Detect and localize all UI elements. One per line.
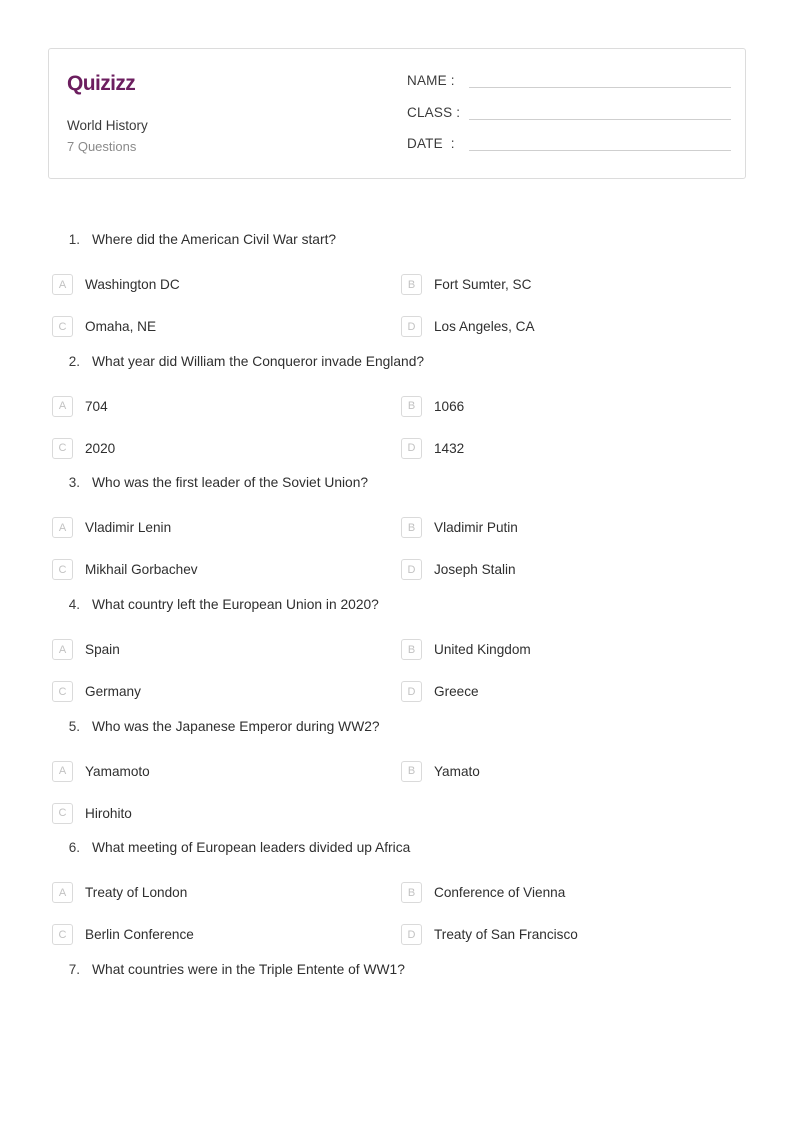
option-text: 2020 bbox=[85, 440, 116, 456]
answer-option[interactable] bbox=[48, 306, 397, 348]
answer-option[interactable] bbox=[397, 671, 746, 713]
answer-option[interactable] bbox=[397, 427, 746, 469]
option-letter-box[interactable]: B bbox=[401, 517, 422, 538]
field-name bbox=[407, 71, 731, 88]
answer-option[interactable] bbox=[397, 549, 746, 591]
option-text: Berlin Conference bbox=[85, 927, 194, 943]
student-info-fields bbox=[407, 49, 745, 178]
option-letter-box[interactable]: C bbox=[52, 681, 73, 702]
answer-option[interactable] bbox=[397, 872, 746, 914]
question-header bbox=[48, 718, 746, 737]
question-header bbox=[48, 596, 746, 615]
option-letter-box[interactable]: D bbox=[401, 316, 422, 337]
question-block bbox=[48, 961, 746, 994]
title-block bbox=[67, 116, 407, 162]
option-text: Washington DC bbox=[85, 277, 180, 293]
answer-option[interactable] bbox=[48, 792, 397, 834]
answer-option[interactable] bbox=[48, 750, 397, 792]
header-card bbox=[48, 48, 746, 179]
question-block bbox=[48, 231, 746, 348]
answer-option[interactable] bbox=[397, 750, 746, 792]
answer-option[interactable] bbox=[397, 507, 746, 549]
answer-options bbox=[48, 750, 746, 834]
option-letter-box[interactable]: C bbox=[52, 924, 73, 945]
option-text: Spain bbox=[85, 642, 120, 657]
option-letter-box[interactable]: D bbox=[401, 681, 422, 702]
answer-option[interactable] bbox=[397, 914, 746, 956]
question-text: What country left the European Union in 2020? bbox=[92, 596, 379, 612]
answer-option[interactable] bbox=[397, 264, 746, 306]
question-number: 3. bbox=[68, 475, 80, 491]
answer-options bbox=[48, 264, 746, 348]
question-number: 2. bbox=[68, 353, 80, 369]
option-text: 1432 bbox=[434, 440, 465, 456]
option-text: Los Angeles, CA bbox=[434, 319, 535, 335]
answer-option[interactable] bbox=[397, 629, 746, 671]
option-letter-box[interactable]: C bbox=[52, 438, 73, 459]
answer-options bbox=[48, 872, 746, 956]
answer-option[interactable] bbox=[48, 264, 397, 306]
question-block bbox=[48, 353, 746, 470]
question-header bbox=[48, 474, 746, 493]
field-class-input[interactable] bbox=[469, 103, 731, 120]
answer-options bbox=[48, 507, 746, 591]
answer-option[interactable] bbox=[48, 427, 397, 469]
question-header bbox=[48, 231, 746, 250]
question-number: 7. bbox=[68, 961, 80, 977]
question-number: 6. bbox=[68, 840, 80, 856]
option-letter-box[interactable]: A bbox=[52, 396, 73, 417]
option-text: Vladimir Putin bbox=[434, 520, 518, 536]
question-header bbox=[48, 961, 746, 980]
answer-option[interactable] bbox=[48, 549, 397, 591]
option-letter-box[interactable]: D bbox=[401, 438, 422, 459]
answer-option[interactable] bbox=[48, 872, 397, 914]
option-text: Germany bbox=[85, 684, 141, 699]
answer-option[interactable] bbox=[48, 507, 397, 549]
option-text: Yamamoto bbox=[85, 763, 150, 779]
option-text: Treaty of San Francisco bbox=[434, 927, 578, 943]
field-name-label: NAME : bbox=[407, 73, 455, 88]
option-text: Mikhail Gorbachev bbox=[85, 562, 198, 578]
field-date-input[interactable] bbox=[469, 134, 731, 151]
answer-options bbox=[48, 385, 746, 469]
option-text: Omaha, NE bbox=[85, 319, 157, 335]
option-letter-box[interactable]: D bbox=[401, 559, 422, 580]
option-text: 704 bbox=[85, 398, 108, 414]
question-block bbox=[48, 596, 746, 713]
option-letter-box[interactable]: C bbox=[52, 803, 73, 824]
question-text: What meeting of European leaders divided up Africa bbox=[92, 840, 411, 856]
option-text: Vladimir Lenin bbox=[85, 520, 172, 536]
option-letter-box[interactable]: B bbox=[401, 761, 422, 782]
page-title: World History bbox=[67, 118, 148, 134]
option-letter-box[interactable]: B bbox=[401, 639, 422, 660]
question-text: What year did William the Conqueror invade England? bbox=[92, 353, 425, 369]
option-text: Treaty of London bbox=[85, 885, 188, 901]
option-letter-box[interactable]: B bbox=[401, 274, 422, 295]
question-text: Who was the first leader of the Soviet Union? bbox=[92, 475, 369, 491]
answer-options bbox=[48, 629, 746, 713]
answer-option[interactable] bbox=[397, 306, 746, 348]
field-date bbox=[407, 134, 731, 151]
option-text: Hirohito bbox=[85, 805, 132, 821]
question-header bbox=[48, 839, 746, 858]
option-letter-box[interactable]: C bbox=[52, 316, 73, 337]
quizizz-logo: Quizizz bbox=[67, 72, 136, 95]
answer-option[interactable] bbox=[48, 385, 397, 427]
option-text: 1066 bbox=[434, 398, 465, 414]
question-block bbox=[48, 839, 746, 956]
option-text: Conference of Vienna bbox=[434, 885, 566, 901]
question-block bbox=[48, 474, 746, 591]
option-text: Yamato bbox=[434, 763, 480, 779]
option-text: United Kingdom bbox=[434, 642, 531, 657]
option-letter-box[interactable]: A bbox=[52, 274, 73, 295]
question-number: 4. bbox=[68, 596, 80, 612]
option-text: Joseph Stalin bbox=[434, 562, 516, 578]
option-text: Greece bbox=[434, 684, 479, 699]
option-letter-box[interactable]: A bbox=[52, 761, 73, 782]
option-letter-box[interactable]: C bbox=[52, 559, 73, 580]
question-header bbox=[48, 353, 746, 372]
option-text: Fort Sumter, SC bbox=[434, 277, 532, 293]
header-left bbox=[49, 49, 407, 178]
answer-option[interactable] bbox=[48, 629, 397, 671]
option-letter-box[interactable]: D bbox=[401, 924, 422, 945]
field-class bbox=[407, 103, 731, 120]
question-text: What countries were in the Triple Entente of WW1? bbox=[92, 961, 405, 977]
option-letter-box[interactable]: A bbox=[52, 882, 73, 903]
field-date-label: DATE : bbox=[407, 136, 455, 151]
option-letter-box[interactable]: A bbox=[52, 517, 73, 538]
question-count: 7 Questions bbox=[67, 138, 137, 154]
option-letter-box[interactable]: B bbox=[401, 396, 422, 417]
field-name-input[interactable] bbox=[469, 71, 731, 88]
option-letter-box[interactable]: B bbox=[401, 882, 422, 903]
questions-list bbox=[48, 231, 746, 993]
question-text: Who was the Japanese Emperor during WW2? bbox=[92, 718, 380, 734]
answer-option[interactable] bbox=[397, 385, 746, 427]
question-text: Where did the American Civil War start? bbox=[92, 232, 337, 247]
question-block bbox=[48, 718, 746, 835]
option-letter-box[interactable]: A bbox=[52, 639, 73, 660]
answer-option[interactable] bbox=[48, 914, 397, 956]
question-number: 1. bbox=[68, 232, 80, 247]
field-class-label: CLASS : bbox=[407, 104, 461, 120]
question-number: 5. bbox=[68, 718, 80, 734]
answer-option[interactable] bbox=[48, 671, 397, 713]
